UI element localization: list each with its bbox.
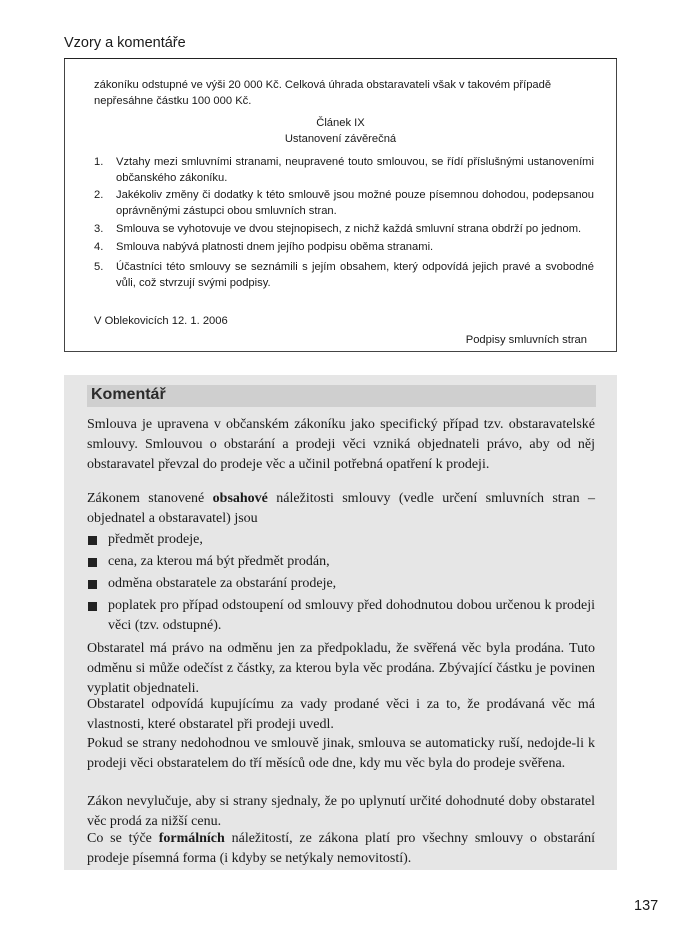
bold-term: formálních [158, 831, 225, 846]
bullet-item-2 [87, 552, 595, 572]
commentary-paragraph-7 [87, 829, 595, 869]
square-bullet-icon [88, 536, 97, 545]
bullet-text: poplatek pro případ odstoupení od smlouvy před dohodnutou dobou určenou k prodeji věci (tzv. odstupné). [108, 598, 595, 633]
running-header: Vzory a komentáře [64, 35, 186, 51]
intro-line-2: nepřesáhne částku 100 000 Kč. [94, 95, 252, 107]
bullet-text: předmět prodeje, [108, 532, 203, 547]
contract-box [64, 59, 617, 352]
commentary-header [87, 385, 596, 407]
clause-text: Účastníci této smlouvy se seznámili s jejím obsahem, který odpovídá jejich pravé a svobodné vůli, což stvrzují svými podpisy. [116, 261, 594, 289]
page-number: 137 [634, 898, 659, 914]
bold-term: obsahové [212, 491, 268, 506]
clause-4 [94, 239, 594, 255]
square-bullet-icon [88, 580, 97, 589]
commentary-paragraph-6: Zákon nevylučuje, aby si strany sjednaly, že po uplynutí určité dohodnuté doby obstaratel věc prodá za nižší cenu. [87, 794, 595, 829]
bullet-item-1 [87, 530, 595, 550]
article-subtitle: Ustanovení závěrečná [284, 133, 397, 145]
contract-intro [94, 77, 594, 109]
clause-text: Smlouva se vyhotovuje ve dvou stejnopisech, z nichž každá smluvní strana obdrží po jednom. [116, 223, 582, 235]
clause-number: 1. [94, 156, 104, 168]
clause-3 [94, 221, 594, 237]
square-bullet-icon [88, 602, 97, 611]
bullet-text: cena, za kterou má být předmět prodán, [108, 554, 330, 569]
commentary-paragraph-4: Obstaratel odpovídá kupujícímu za vady prodané věci i za to, že prodávaná věc má vlastnosti, které obstaratel při prodeji uvedl. [87, 697, 595, 732]
square-bullet-icon [88, 558, 97, 567]
commentary-box [64, 375, 617, 870]
text-run: náležitostí, ze zákona platí pro všechny smlouvy o obstarání prodeje písemná forma (i kdyby se netýkaly nemovitostí). [87, 831, 595, 866]
commentary-paragraph-5: Pokud se strany nedohodnou ve smlouvě jinak, smlouva se automaticky ruší, nedojde-li k prodeji věci obstaratelem do tří měsíců ode dne, kdy mu věc byla do prodeje svěřena. [87, 736, 595, 771]
commentary-paragraph-3: Obstaratel má právo na odměnu jen za předpokladu, že svěřená věc byla prodána. Tuto odměnu si může odečíst z částky, za kterou byla věc prodána. Zbývající částku je povinen vyplatit objednateli. [87, 641, 595, 696]
commentary-paragraph-2 [87, 489, 595, 529]
clause-number: 3. [94, 223, 104, 235]
bullet-text: odměna obstaratele za obstarání prodeje, [108, 576, 337, 591]
text-run: Zákonem stanovené [87, 491, 213, 506]
bullet-item-3 [87, 574, 595, 594]
intro-line-1: zákoníku odstupné ve výši 20 000 Kč. Celková úhrada obstaravateli však v takovém případě [94, 79, 552, 91]
clause-number: 5. [94, 261, 104, 273]
text-run: náležitosti smlouvy (vedle určení smluvních stran – objednatel a obstaravatel) jsou [87, 491, 595, 526]
commentary-title: Komentář [91, 386, 166, 403]
clause-number: 4. [94, 241, 104, 253]
clause-text: Smlouva nabývá platnosti dnem jejího podpisu oběma stranami. [116, 241, 434, 253]
clause-text: Vztahy mezi smluvními stranami, neupravené touto smlouvou, se řídí příslušnými ustanoveními občanského zákoníku. [116, 156, 594, 184]
article-title: Článek IX [316, 117, 365, 129]
place-and-date: V Oblekovicích 12. 1. 2006 [94, 315, 228, 327]
signatures-label: Podpisy smluvních stran [465, 334, 587, 346]
commentary-paragraph-1: Smlouva je upravena v občanském zákoníku jako specifický případ tzv. obstaravatelské smlouvy. Smlouvou o obstarání a prodeji věci vzniká objednateli právo, aby od něj obstaravatel převzal do prodeje věc a učinil potřebná opatření k prodeji. [87, 417, 595, 472]
clause-1 [94, 154, 594, 186]
clause-number: 2. [94, 189, 104, 201]
clause-text: Jakékoliv změny či dodatky k této smlouvě jsou možné pouze písemnou dohodou, podepsanou oprávněnými zástupci obou smluvních stran. [116, 189, 594, 217]
bullet-item-4 [87, 596, 595, 636]
clause-5 [94, 259, 594, 291]
text-run: Co se týče [87, 831, 159, 846]
clause-2 [94, 187, 594, 219]
